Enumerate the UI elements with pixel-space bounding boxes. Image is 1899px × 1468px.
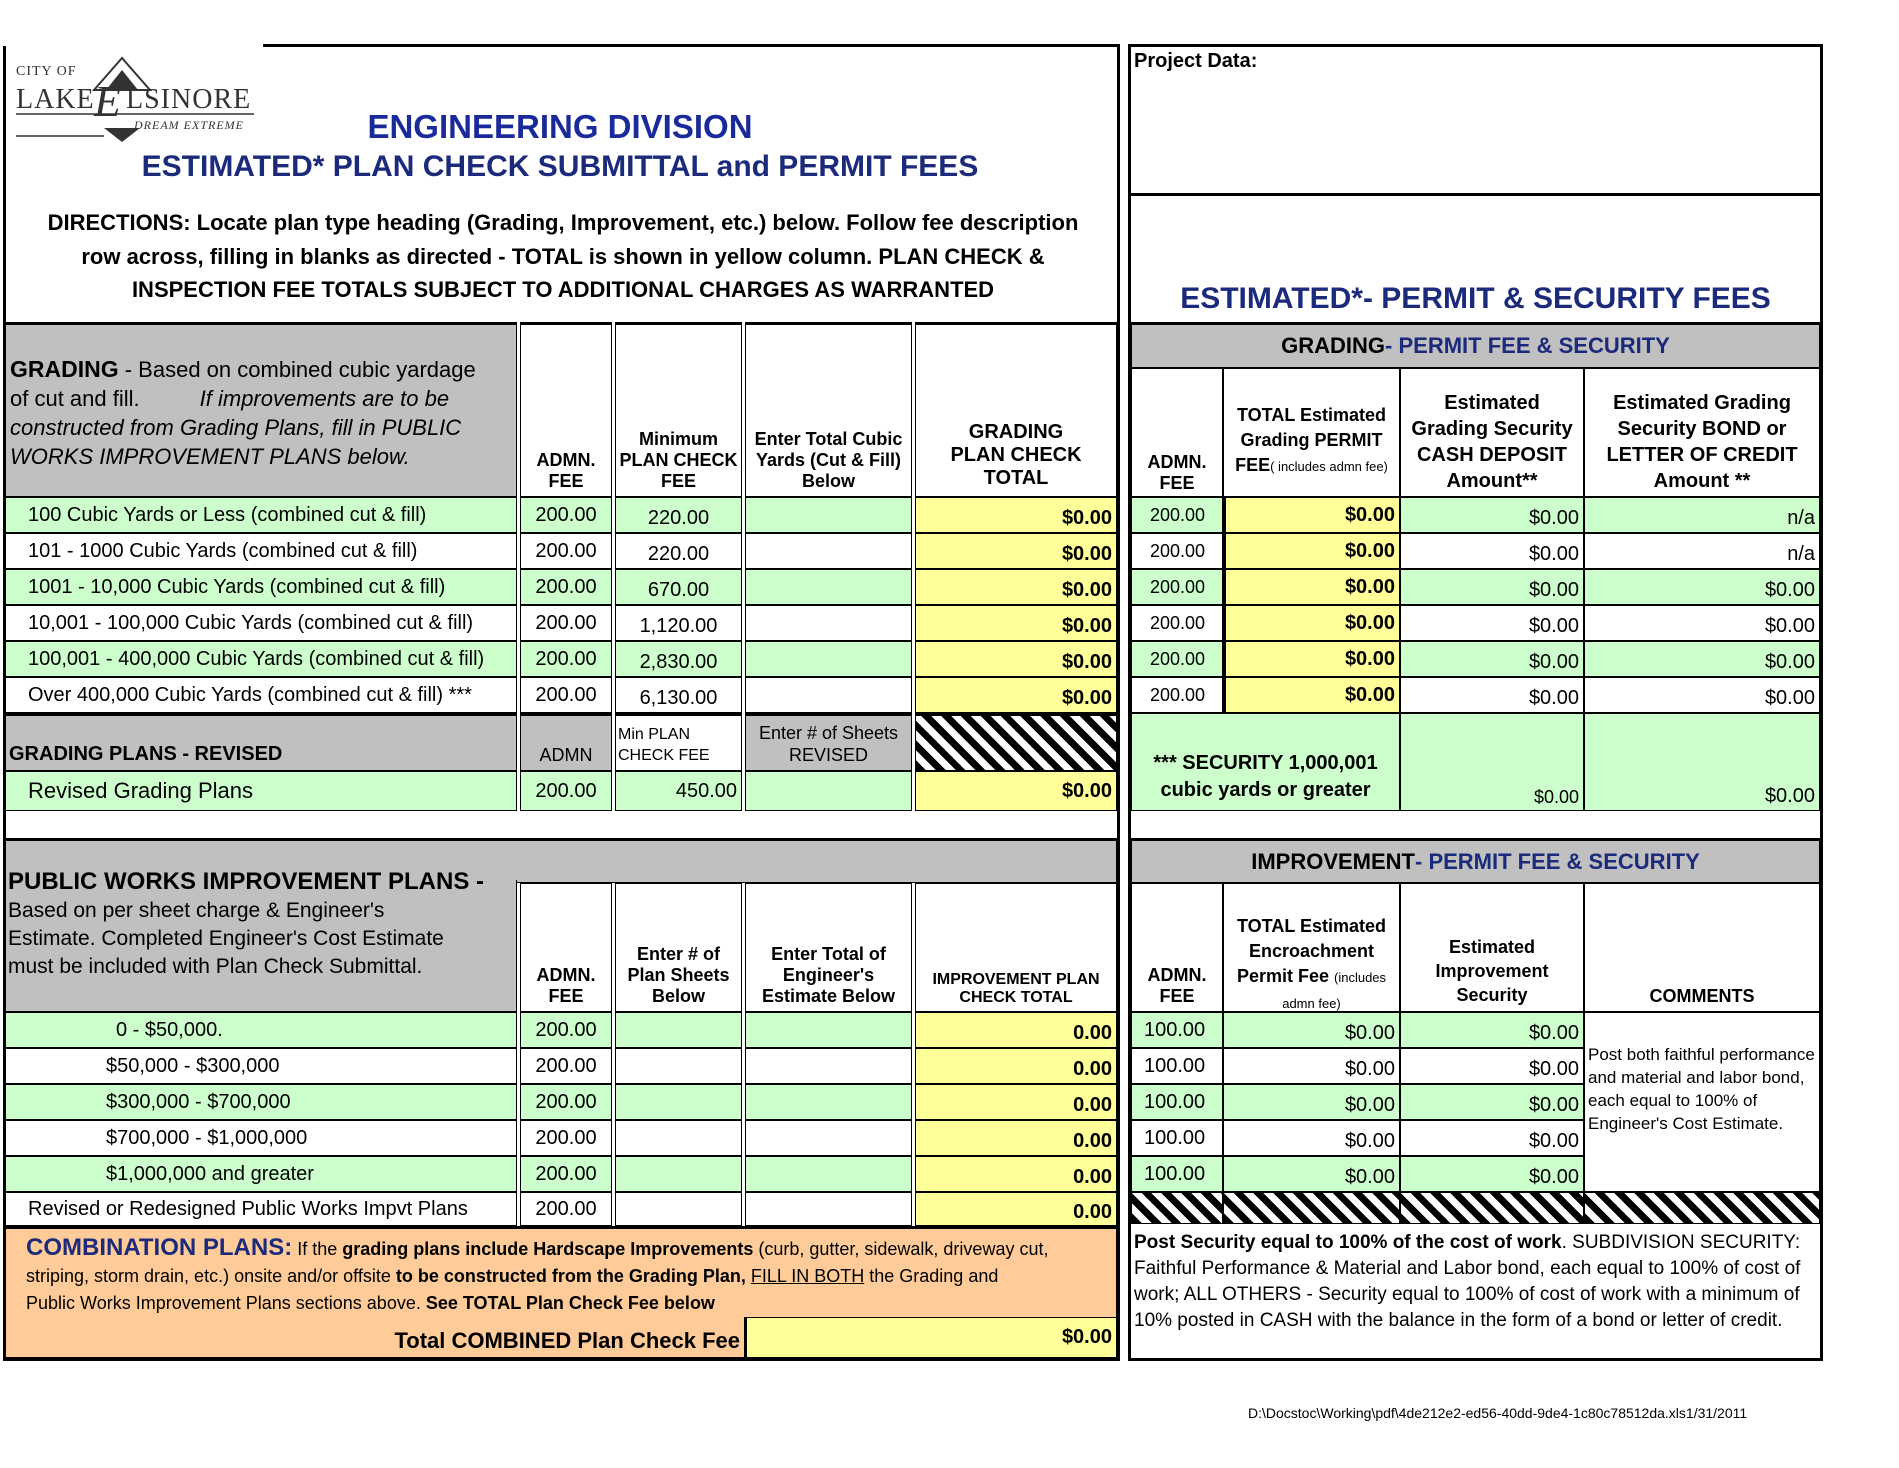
directions-line-1: DIRECTIONS: Locate plan type heading (Grading, Improvement, etc.) below. Follow fee description: [47, 210, 1079, 235]
security-requirements-note: [1134, 1230, 1818, 1334]
grading-permit-col-total: [1223, 368, 1400, 497]
grading-row-admn: 200.00: [520, 641, 612, 677]
grading-revised-row-admn: 200.00: [520, 771, 612, 811]
grading-row-min: 1,120.00: [615, 605, 742, 641]
improvement-permit-row-admn: 100.00: [1131, 1048, 1223, 1084]
improvement-permit-title-1: IMPROVEMENT: [1251, 848, 1415, 874]
improvement-row-estimate-input[interactable]: [745, 1192, 912, 1226]
grading-permit-row-admn: 200.00: [1131, 497, 1223, 533]
improvement-permit-col-admn: ADMN. FEE: [1131, 883, 1223, 1012]
grading-permit-row-total: $0.00: [1223, 497, 1400, 533]
improvement-permit-row-total: $0.00: [1223, 1084, 1400, 1120]
improvement-row-admn: 200.00: [520, 1120, 612, 1156]
grading-row-min: 220.00: [615, 497, 742, 533]
improvement-row-admn: 200.00: [520, 1048, 612, 1084]
grading-permit-row-bond: $0.00: [1584, 605, 1820, 641]
improvement-col-sheets: Enter # of Plan Sheets Below: [615, 883, 742, 1012]
grading-permit-row-cash: $0.00: [1400, 641, 1584, 677]
improvement-permit-row-security: $0.00: [1400, 1084, 1584, 1120]
grading-heading-3: If improvements are to be: [199, 386, 450, 411]
improvement-row-total: 0.00: [915, 1192, 1117, 1226]
grading-revised-admn: ADMN: [520, 713, 612, 771]
grading-permit-row-cash: $0.00: [1400, 677, 1584, 713]
security-cash: [1400, 713, 1584, 811]
improvement-row-sheets-input[interactable]: [615, 1084, 742, 1120]
grading-row-desc: 100 Cubic Yards or Less (combined cut & fill): [5, 497, 517, 533]
combination-text-1c: (curb, gutter, sidewalk, driveway cut,: [753, 1239, 1049, 1259]
grading-row-desc: 10,001 - 100,000 Cubic Yards (combined cut & fill): [5, 605, 517, 641]
grading-row-min: 2,830.00: [615, 641, 742, 677]
improvement-row-sheets-input[interactable]: [615, 1156, 742, 1192]
division-title: ENGINEERING DIVISION: [367, 108, 753, 145]
grading-row-min: 670.00: [615, 569, 742, 605]
security-requirements-rest: . SUBDIVISION SECURITY: Faithful Performance & Material and Labor bond, each equal to 100% of cost of work; ALL OTHERS - Security equal to 100% of cost of work with a minimum of 10% posted in CASH with the balance in the form of a bond or letter of credit.: [1134, 1232, 1801, 1331]
improvement-row-total: 0.00: [915, 1012, 1117, 1048]
logo-tagline: DREAM EXTREME: [134, 118, 244, 132]
grading-permit-row-total: $0.00: [1223, 533, 1400, 569]
combination-text-2a: striping, storm drain, etc.) onsite and/or offsite: [26, 1266, 396, 1286]
improvement-row-desc: Revised or Redesigned Public Works Impvt Plans: [5, 1192, 517, 1226]
grading-revised-heading: GRADING PLANS - REVISED: [5, 713, 517, 771]
combination-total-label: Total COMBINED Plan Check Fee: [394, 1328, 740, 1353]
improvement-row-estimate-input[interactable]: [745, 1120, 912, 1156]
improvement-row-total: 0.00: [915, 1120, 1117, 1156]
improvement-row-desc: $50,000 - $300,000: [5, 1048, 517, 1084]
improvement-row-total: 0.00: [915, 1156, 1117, 1192]
improvement-heading-2: Estimate. Completed Engineer's Cost Estimate: [8, 927, 444, 950]
grading-heading-rest: - Based on combined cubic yardage: [118, 357, 476, 382]
improvement-permit-col-total-note: (includes admn fee): [1282, 970, 1387, 1011]
grading-row-admn: 200.00: [520, 533, 612, 569]
grading-permit-col-bond: Estimated Grading Security BOND or LETTER OF CREDIT Amount **: [1584, 368, 1820, 497]
permit-section-title: ESTIMATED*- PERMIT & SECURITY FEES: [1180, 282, 1771, 315]
grading-permit-col-total-1: TOTAL Estimated Grading PERMIT: [1236, 405, 1387, 450]
grading-permit-row-cash: $0.00: [1400, 533, 1584, 569]
logo-city-of: CITY OF: [16, 64, 77, 79]
grading-permit-row-bond: $0.00: [1584, 569, 1820, 605]
grading-row-enter-input[interactable]: [745, 497, 912, 533]
grading-revised-enter: Enter # of Sheets REVISED: [745, 713, 912, 771]
improvement-permit-col-total-1: TOTAL Estimated Encroachment: [1236, 916, 1387, 961]
combination-text-1a: If the: [292, 1239, 343, 1259]
security-bond-value: $0.00: [1764, 785, 1815, 807]
logo-elsinore: LSINORE: [126, 84, 252, 115]
improvement-permit-row-admn: 100.00: [1131, 1084, 1223, 1120]
grading-heading-4: constructed from Grading Plans, fill in PUBLIC: [10, 415, 462, 440]
improvement-row-admn: 200.00: [520, 1192, 612, 1226]
improvement-permit-row-total: $0.00: [1223, 1120, 1400, 1156]
grading-permit-row-bond: n/a: [1584, 497, 1820, 533]
logo-e: E: [94, 77, 121, 126]
grading-permit-title: [1131, 322, 1820, 368]
improvement-permit-col-security: Estimated Improvement Security: [1400, 883, 1584, 1012]
directions-line-3: INSPECTION FEE TOTALS SUBJECT TO ADDITIONAL CHARGES AS WARRANTED: [131, 277, 995, 302]
grading-row-min: 220.00: [615, 533, 742, 569]
grading-row-desc: Over 400,000 Cubic Yards (combined cut & fill) ***: [5, 677, 517, 713]
logo-lake: LAKE: [16, 84, 95, 115]
grading-revised-row-min: 450.00: [615, 771, 742, 811]
combination-text: [26, 1234, 1116, 1317]
grading-row-enter-input[interactable]: [745, 569, 912, 605]
grading-row-total: $0.00: [915, 677, 1117, 713]
improvement-row-sheets-input[interactable]: [615, 1120, 742, 1156]
grading-row-admn: 200.00: [520, 569, 612, 605]
grading-row-admn: 200.00: [520, 677, 612, 713]
grading-revised-row-enter[interactable]: [745, 771, 912, 811]
grading-permit-col-cash: Estimated Grading Security CASH DEPOSIT Amount**: [1400, 368, 1584, 497]
improvement-permit-row-admn: 100.00: [1131, 1120, 1223, 1156]
improvement-permit-hatch-3: [1400, 1192, 1584, 1224]
grading-permit-title-1: GRADING: [1281, 333, 1386, 358]
combination-total-value: $0.00: [744, 1317, 1117, 1358]
project-data-label: Project Data:: [1134, 50, 1258, 72]
improvement-permit-col-total: [1223, 883, 1400, 1012]
improvement-permit-row-security: $0.00: [1400, 1012, 1584, 1048]
improvement-col-admn: ADMN. FEE: [520, 883, 612, 1012]
grading-permit-row-total: $0.00: [1223, 605, 1400, 641]
improvement-row-sheets-input[interactable]: [615, 1192, 742, 1226]
grading-permit-row-admn: 200.00: [1131, 641, 1223, 677]
grading-row-total: $0.00: [915, 497, 1117, 533]
improvement-row-estimate-input[interactable]: [745, 1012, 912, 1048]
grading-permit-row-admn: 200.00: [1131, 605, 1223, 641]
improvement-permit-row-admn: 100.00: [1131, 1156, 1223, 1192]
grading-row-min: 6,130.00: [615, 677, 742, 713]
grading-col-total: GRADING PLAN CHECK TOTAL: [915, 322, 1117, 497]
improvement-permit-row-total: $0.00: [1223, 1156, 1400, 1192]
grading-col-enter: Enter Total Cubic Yards (Cut & Fill) Below: [745, 322, 912, 497]
combination-text-2c: FILL IN BOTH: [750, 1266, 865, 1286]
grading-permit-row-bond: $0.00: [1584, 641, 1820, 677]
improvement-row-admn: 200.00: [520, 1012, 612, 1048]
grading-row-admn: 200.00: [520, 497, 612, 533]
improvement-row-estimate-input[interactable]: [745, 1156, 912, 1192]
security-note-1: *** SECURITY 1,000,001: [1153, 752, 1378, 774]
grading-permit-row-admn: 200.00: [1131, 677, 1223, 713]
grading-row-total: $0.00: [915, 605, 1117, 641]
improvement-permit-hatch-1: [1131, 1192, 1223, 1224]
improvement-col-total: IMPROVEMENT PLAN CHECK TOTAL: [915, 883, 1117, 1012]
grading-heading-5: WORKS IMPROVEMENT PLANS below.: [10, 444, 410, 469]
improvement-permit-row-security: $0.00: [1400, 1048, 1584, 1084]
improvement-row-desc: $700,000 - $1,000,000: [5, 1120, 517, 1156]
improvement-row-desc: 0 - $50,000.: [5, 1012, 517, 1048]
improvement-heading-3: must be included with Plan Check Submittal.: [8, 955, 423, 978]
improvement-row-total: 0.00: [915, 1084, 1117, 1120]
grading-row-total: $0.00: [915, 641, 1117, 677]
combination-text-3b: See TOTAL Plan Check Fee below: [425, 1293, 715, 1313]
grading-row-desc: 1001 - 10,000 Cubic Yards (combined cut & fill): [5, 569, 517, 605]
improvement-permit-row-security: $0.00: [1400, 1120, 1584, 1156]
grading-permit-col-total-note: ( includes admn fee): [1270, 459, 1388, 474]
grading-row-enter-input[interactable]: [745, 677, 912, 713]
improvement-row-estimate-input[interactable]: [745, 1084, 912, 1120]
grading-heading: [5, 322, 517, 497]
improvement-permit-hatch-2: [1223, 1192, 1400, 1224]
improvement-row-desc: $1,000,000 and greater: [5, 1156, 517, 1192]
grading-permit-col-total-2: FEE: [1235, 455, 1271, 475]
security-bond: [1584, 713, 1820, 811]
grading-row-total: $0.00: [915, 533, 1117, 569]
grading-row-desc: 100,001 - 400,000 Cubic Yards (combined cut & fill): [5, 641, 517, 677]
grading-row-enter-input[interactable]: [745, 605, 912, 641]
grading-permit-row-cash: $0.00: [1400, 497, 1584, 533]
improvement-permit-hatch-4: [1584, 1192, 1820, 1224]
grading-col-admn: ADMN. FEE: [520, 322, 612, 497]
grading-heading-bold: GRADING: [10, 356, 119, 382]
improvement-row-estimate-input[interactable]: [745, 1048, 912, 1084]
directions-line-2: row across, filling in blanks as directed - TOTAL is shown in yellow column. PLAN CHECK &: [81, 244, 1045, 269]
improvement-permit-col-total-2: Permit Fee: [1236, 966, 1329, 986]
grading-revised-hatch: [915, 713, 1117, 771]
grading-permit-title-2: - PERMIT FEE & SECURITY: [1385, 333, 1670, 358]
improvement-col-estimate: Enter Total of Engineer's Estimate Below: [745, 883, 912, 1012]
improvement-permit-title: [1131, 838, 1820, 883]
improvement-permit-col-comments: COMMENTS: [1584, 883, 1820, 1012]
grading-permit-row-bond: n/a: [1584, 533, 1820, 569]
grading-row-desc: 101 - 1000 Cubic Yards (combined cut & fill): [5, 533, 517, 569]
grading-col-min: Minimum PLAN CHECK FEE: [615, 322, 742, 497]
grading-heading-2: of cut and fill.: [10, 386, 140, 411]
left-frame-top: [263, 44, 1120, 47]
page-title: ESTIMATED* PLAN CHECK SUBMITTAL and PERMIT FEES: [141, 150, 979, 183]
improvement-row-total: 0.00: [915, 1048, 1117, 1084]
city-logo: [14, 50, 254, 142]
grading-revised-min: Min PLAN CHECK FEE: [615, 713, 742, 771]
combination-text-1b: grading plans include Hardscape Improvements: [342, 1239, 754, 1259]
grading-row-admn: 200.00: [520, 605, 612, 641]
grading-row-enter-input[interactable]: [745, 533, 912, 569]
grading-permit-row-total: $0.00: [1223, 677, 1400, 713]
improvement-permit-title-2: - PERMIT FEE & SECURITY: [1415, 848, 1700, 874]
improvement-row-admn: 200.00: [520, 1084, 612, 1120]
combination-text-3a: Public Works Improvement Plans sections above.: [26, 1293, 426, 1313]
improvement-permit-row-security: $0.00: [1400, 1156, 1584, 1192]
improvement-permit-row-total: $0.00: [1223, 1012, 1400, 1048]
improvement-row-sheets-input[interactable]: [615, 1048, 742, 1084]
improvement-row-desc: $300,000 - $700,000: [5, 1084, 517, 1120]
improvement-row-admn: 200.00: [520, 1156, 612, 1192]
grading-row-enter-input[interactable]: [745, 641, 912, 677]
security-requirements-bold: Post Security equal to 100% of the cost of work: [1134, 1232, 1562, 1253]
improvement-permit-row-admn: 100.00: [1131, 1012, 1223, 1048]
grading-row-total: $0.00: [915, 569, 1117, 605]
grading-permit-row-admn: 200.00: [1131, 569, 1223, 605]
grading-permit-row-total: $0.00: [1223, 569, 1400, 605]
grading-permit-row-cash: $0.00: [1400, 569, 1584, 605]
combination-text-2d: the Grading and: [864, 1266, 999, 1286]
security-cash-value: $0.00: [1533, 787, 1579, 807]
improvement-heading-bold: PUBLIC WORKS IMPROVEMENT PLANS -: [8, 868, 485, 895]
improvement-permit-row-total: $0.00: [1223, 1048, 1400, 1084]
footer-file-path: D:\Docstoc\Working\pdf\4de212e2-ed56-40dd-9de4-1c80c78512da.xls1/31/2011: [1248, 1405, 1748, 1421]
grading-permit-row-bond: $0.00: [1584, 677, 1820, 713]
grading-revised-row-desc: Revised Grading Plans: [5, 771, 517, 811]
combination-heading: COMBINATION PLANS:: [26, 1234, 293, 1261]
improvement-row-sheets-input[interactable]: [615, 1012, 742, 1048]
grading-permit-row-admn: 200.00: [1131, 533, 1223, 569]
security-note-cell: [1131, 713, 1400, 811]
combination-text-2b: to be constructed from the Grading Plan,: [395, 1266, 751, 1286]
grading-permit-row-cash: $0.00: [1400, 605, 1584, 641]
grading-revised-row-total: $0.00: [915, 771, 1117, 811]
improvement-heading-1: Based on per sheet charge & Engineer's: [8, 899, 385, 922]
improvement-permit-comment: Post both faithful performance and material and labor bond, each equal to 100% of Engineer's Cost Estimate.: [1584, 1012, 1820, 1192]
security-note-2: cubic yards or greater: [1160, 779, 1371, 801]
grading-permit-col-admn: ADMN. FEE: [1131, 368, 1223, 497]
grading-permit-row-total: $0.00: [1223, 641, 1400, 677]
